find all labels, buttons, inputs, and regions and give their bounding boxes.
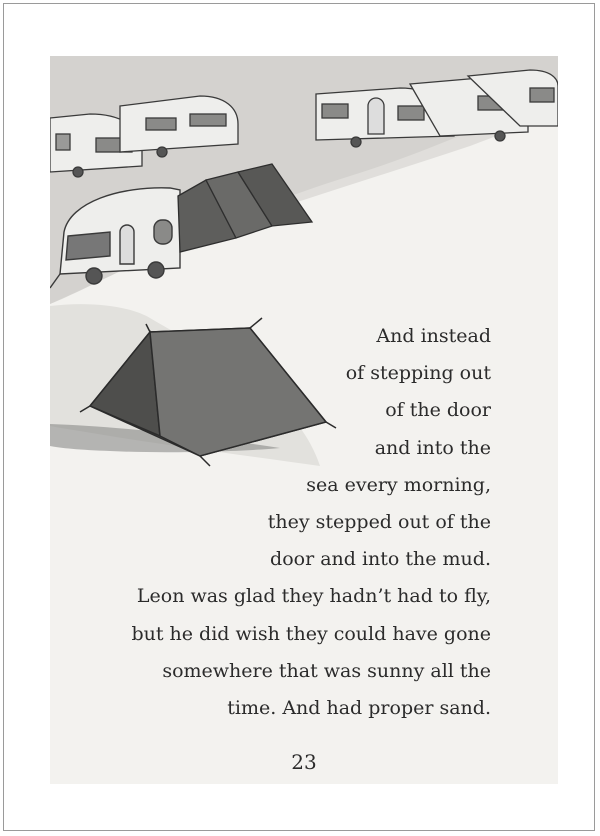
story-text (51, 318, 491, 727)
story-line: time. And had proper sand. (227, 697, 491, 720)
story-line: sea every morning, (306, 473, 491, 496)
page-number: 23 (291, 750, 317, 774)
story-line: and into the (374, 436, 491, 459)
story-line: of the door (385, 399, 491, 422)
story-line: but he did wish they could have gone (131, 622, 491, 645)
story-line: they stepped out of the (267, 511, 491, 534)
story-line: of stepping out (345, 362, 491, 385)
page-frame (3, 3, 595, 831)
story-line: And instead (376, 325, 491, 347)
story-line: Leon was glad they hadn’t had to fly, (136, 585, 491, 608)
book-page (50, 56, 558, 784)
story-line: door and into the mud. (270, 548, 491, 571)
story-line: somewhere that was sunny all the (162, 659, 491, 682)
